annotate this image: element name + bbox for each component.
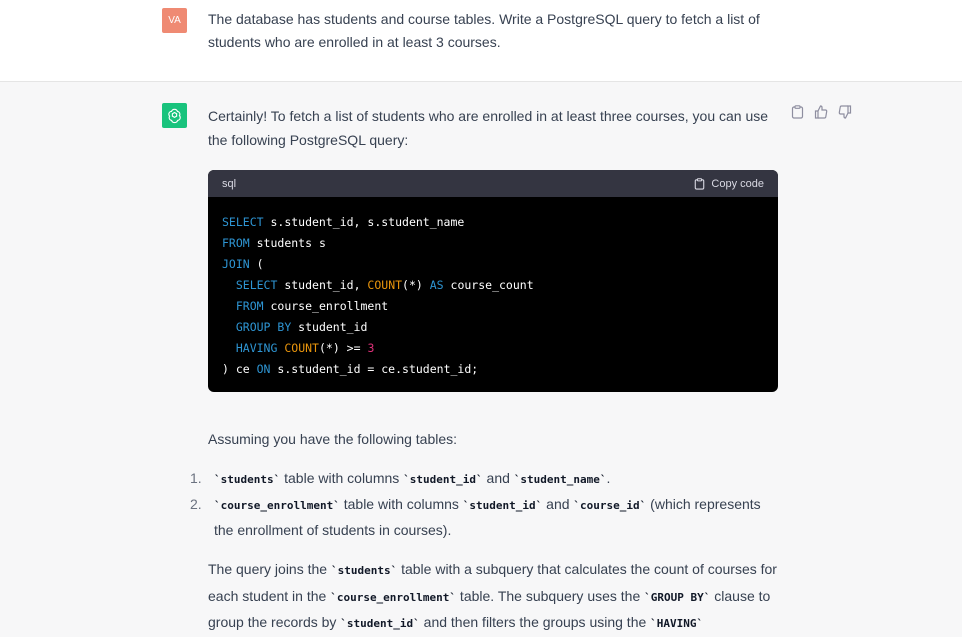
list-number: 2. bbox=[190, 496, 202, 512]
list-item-text bbox=[214, 466, 778, 492]
user-avatar: VA bbox=[162, 8, 187, 33]
list-text-part: table with columns bbox=[280, 470, 404, 486]
code-line: GROUP BY student_id bbox=[235, 320, 368, 334]
inline-code: `student_name` bbox=[513, 473, 607, 486]
tables-list bbox=[190, 466, 778, 542]
list-text-part: . bbox=[606, 470, 611, 486]
inline-code: `student_id` bbox=[403, 473, 483, 486]
code-line: SELECT s.student_id, s.student_name bbox=[222, 215, 465, 229]
inline-code: `GROUP BY` bbox=[644, 590, 711, 604]
text-part: The query joins the bbox=[208, 561, 331, 577]
list-item bbox=[190, 492, 778, 542]
inline-code: `course_enrollment` bbox=[214, 499, 340, 512]
thumbs-up-icon[interactable] bbox=[813, 104, 829, 120]
inline-code: `course_id` bbox=[573, 499, 647, 512]
code-line: ) ce ON s.student_id = ce.student_id; bbox=[222, 362, 479, 376]
openai-logo-icon bbox=[166, 107, 183, 124]
code-content bbox=[208, 197, 778, 392]
inline-code: `HAVING` bbox=[650, 617, 704, 630]
list-item-text bbox=[214, 492, 778, 542]
copy-code-label: Copy code bbox=[711, 177, 764, 190]
code-line: FROM course_enrollment bbox=[235, 299, 389, 313]
code-header bbox=[208, 170, 778, 197]
user-message bbox=[0, 0, 962, 82]
thumbs-down-icon[interactable] bbox=[837, 104, 853, 120]
list-text-part: and bbox=[542, 496, 574, 512]
list-text-part: table with columns bbox=[339, 496, 463, 512]
clipboard-icon bbox=[694, 178, 705, 190]
inline-code: `students` bbox=[330, 564, 398, 577]
list-number: 1. bbox=[190, 470, 202, 486]
code-line: JOIN ( bbox=[222, 257, 264, 271]
list-text-part: and bbox=[482, 470, 514, 486]
code-line: SELECT student_id, COUNT(*) AS course_count bbox=[235, 278, 534, 292]
clipboard-icon[interactable] bbox=[789, 104, 805, 120]
message-actions bbox=[789, 104, 853, 120]
inline-code: `student_id` bbox=[340, 617, 420, 630]
code-language: sql bbox=[222, 177, 237, 190]
list-item bbox=[190, 466, 778, 492]
code-line: HAVING COUNT(*) >= 3 bbox=[235, 341, 375, 355]
inline-code: `course_enrollment` bbox=[330, 590, 457, 604]
text-part: table. The subquery uses the bbox=[456, 587, 645, 604]
tables-intro: Assuming you have the following tables: bbox=[208, 431, 458, 447]
copy-code-button[interactable] bbox=[694, 178, 764, 190]
assistant-avatar bbox=[162, 103, 187, 128]
inline-code: `student_id` bbox=[462, 499, 543, 512]
assistant-intro bbox=[208, 104, 778, 152]
user-message-text: The database has students and course tables. Write a PostgreSQL query to fetch a list of students who are enrolled in at least 3 courses. bbox=[208, 11, 760, 50]
text-part: and then filters the groups using the bbox=[419, 614, 651, 630]
intro-text: Certainly! To fetch a list of students who are enrolled in at least three courses, you can use the following PostgreSQL query: bbox=[208, 108, 769, 148]
code-block bbox=[208, 170, 778, 392]
inline-code: `students` bbox=[214, 473, 281, 486]
explanation-paragraph bbox=[208, 557, 778, 637]
assistant-message bbox=[0, 82, 962, 633]
list-text-part: (which represents the enrollment of students in courses). bbox=[214, 496, 761, 538]
text-part: clause to group the records by bbox=[208, 587, 771, 630]
text-part: table with a subquery that calculates the count of courses for each student in the bbox=[208, 561, 777, 604]
code-line: FROM students s bbox=[222, 236, 326, 250]
